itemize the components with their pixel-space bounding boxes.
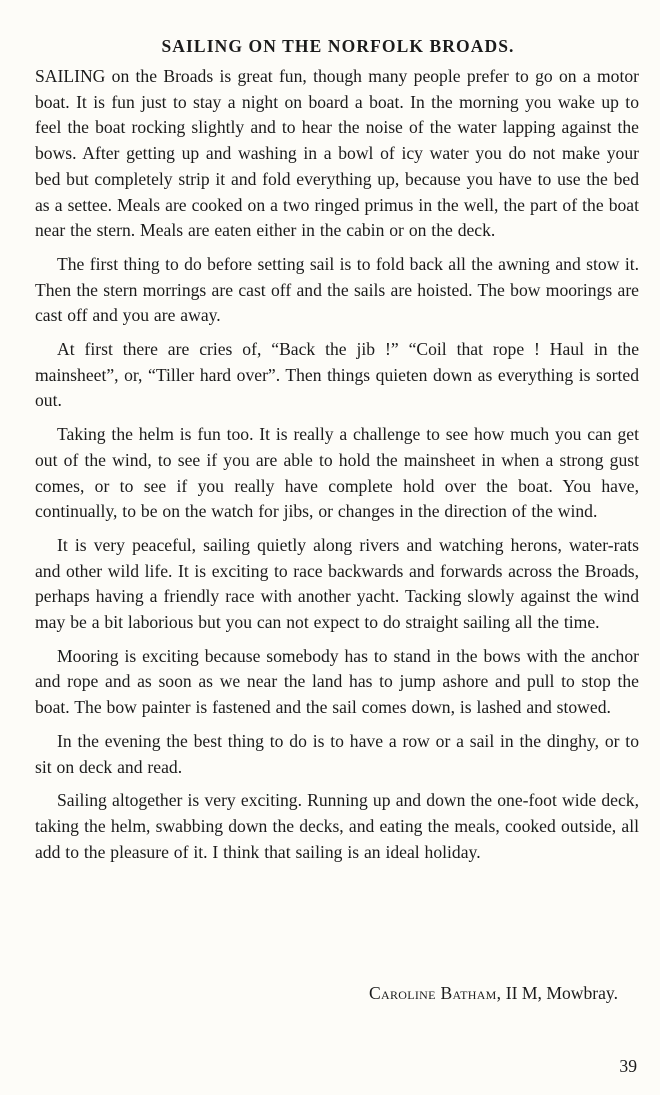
paragraph: The first thing to do before setting sail is to fold back all the awning and stow it. Then the stern morrings are cast off and the sails are hoisted. The bow moorings are cast off and you are away.	[35, 253, 639, 326]
author-name: Caroline Batham,	[368, 983, 502, 1003]
article-body	[35, 64, 639, 873]
author-signature	[369, 983, 618, 1004]
paragraph: Sailing altogether is very exciting. Running up and down the one-foot wide deck, taking the helm, swabbing down the decks, and eating the meals, cooked outside, all add to the pleasure of it. I think that sailing is an ideal holiday.	[35, 790, 639, 862]
paragraph: SAILING on the Broads is great fun, though many people prefer to go on a motor boat. It is fun just to stay a night on board a boat. In the morning you wake up to feel the boat rocking slightly and to hear the noise of the water lapping against the bows. After getting up and washing in a bowl of icy water you do not make your bed but completely strip it and fold everything up, because you have to use the bed as a settee. Meals are cooked on a two ringed primus in the well, the part of the boat near the stern. Meals are eaten either in the cabin or on the deck.	[35, 66, 639, 241]
article-title: SAILING ON THE NORFOLK BROADS.	[161, 36, 515, 56]
paragraph: In the evening the best thing to do is to have a row or a sail in the dinghy, or to sit on deck and read.	[35, 730, 639, 777]
paragraph: It is very peaceful, sailing quietly along rivers and watching herons, water-rats and other wild life. It is exciting to race backwards and forwards across the Broads, perhaps having a friendly race with another yacht. Tacking slowly against the wind may be a bit laborious but you can not expect to do straight sailing all the time.	[35, 534, 639, 633]
paragraph: Taking the helm is fun too. It is really a challenge to see how much you can get out of the wind, to see if you are able to hold the mainsheet in when a strong gust comes, or to see if you really have complete hold over the boat. You have, continually, to be on the watch for jibs, or changes in the direction of the wind.	[35, 424, 639, 522]
page-number: 39	[619, 1056, 637, 1076]
author-form: II M, Mowbray.	[505, 983, 618, 1003]
paragraph: Mooring is exciting because somebody has to stand in the bows with the anchor and rope and as soon as we near the land has to jump ashore and pull to stop the boat. The bow painter is fastened and the sail comes down, is lashed and stowed.	[35, 645, 639, 718]
paragraph: At first there are cries of, “Back the jib !” “Coil that rope ! Haul in the mainsheet”, or, “Tiller hard over”. Then things quieten down as everything is sorted out.	[35, 339, 639, 411]
